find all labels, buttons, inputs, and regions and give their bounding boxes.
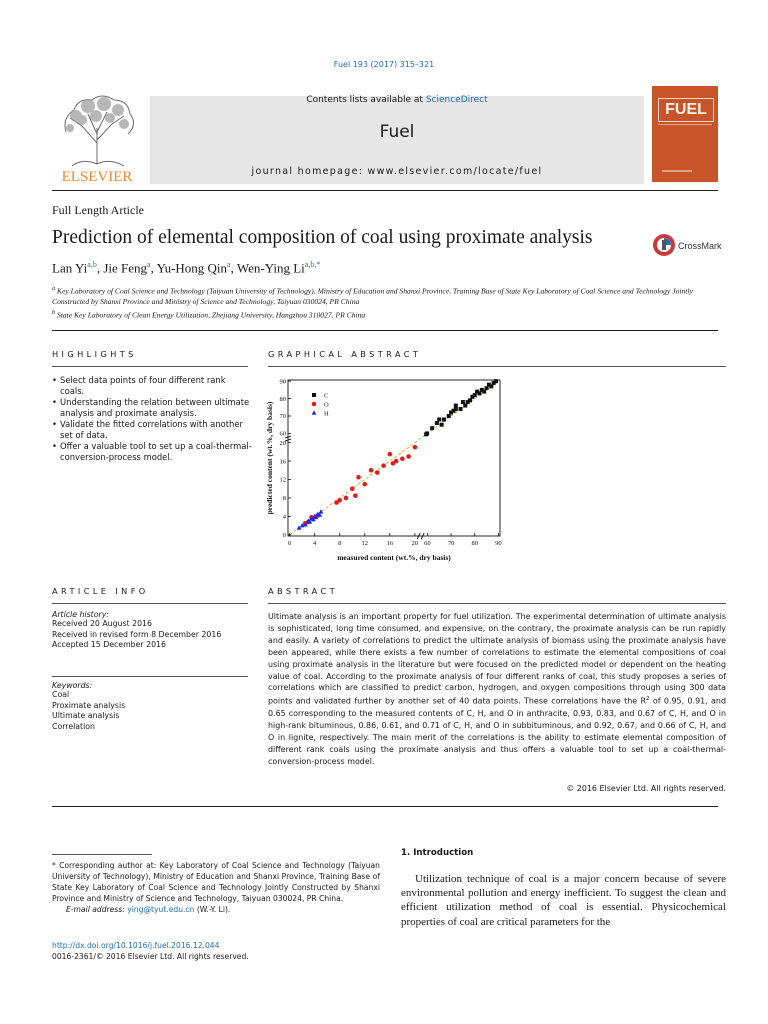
data-point-o: [400, 456, 405, 461]
contents-prefix: Contents lists available at: [306, 95, 426, 105]
affiliation-mark: a: [52, 286, 55, 292]
affiliations: [52, 284, 722, 321]
affiliation-a: [52, 284, 722, 308]
y-tick-label: 70: [279, 413, 286, 421]
keyword: Correlation: [52, 721, 95, 731]
journal-name: Fuel: [379, 122, 415, 142]
history-revised: Received in revised form 8 December 2016: [52, 629, 222, 639]
article-title: Prediction of elemental composition of coal using proximate analysis: [52, 227, 593, 248]
y-tick-label: 16: [279, 458, 286, 466]
data-point-o: [394, 459, 399, 464]
y-tick-label: 12: [279, 476, 286, 484]
highlights-heading: HIGHLIGHTS: [52, 349, 137, 359]
keyword: Coal: [52, 690, 70, 699]
introduction-text: Utilization technique of coal is a major concern because of severe environmental pollution and energy inefficient. To suggest the clean and efficient utilization method of coal is essential. Physicochemical properties of coal are critical parameters for the: [401, 873, 726, 928]
highlight-item: • Offer a valuable tool to set up a coal-thermal-conversion-process model.: [52, 441, 252, 463]
x-tick-label: 20: [411, 540, 419, 547]
abstract-heading: ABSTRACT: [268, 586, 339, 596]
email-suffix: (W.-Y. Li).: [194, 905, 231, 915]
y-tick-label: 0: [282, 532, 286, 540]
data-point-c: [489, 384, 493, 388]
x-tick-label: 90: [495, 540, 502, 547]
highlights-rule: [52, 366, 248, 367]
journal-homepage: [150, 166, 644, 177]
x-tick-label: 8: [338, 540, 342, 547]
cover-mark: [662, 170, 692, 172]
x-tick-label: 12: [361, 540, 369, 547]
legend-marker-o: [312, 402, 317, 407]
author-affiliation-mark[interactable]: a: [147, 260, 151, 269]
footnote-rule: [52, 854, 152, 855]
y-tick-label: 60: [279, 430, 286, 438]
highlights-list: [52, 375, 252, 463]
sciencedirect-link[interactable]: ScienceDirect: [425, 95, 488, 105]
y-tick-label: 8: [282, 495, 286, 503]
data-point-o: [350, 486, 355, 491]
corresponding-author-footnote: [52, 860, 380, 915]
header-rule: [52, 190, 718, 191]
history-accepted: Accepted 15 December 2016: [52, 640, 166, 649]
data-point-c: [485, 386, 489, 390]
title-rule: [52, 330, 718, 331]
data-point-c: [494, 379, 498, 383]
x-tick-label: 16: [386, 540, 394, 547]
y-axis-ticks: [280, 378, 292, 539]
x-tick-label: 4: [313, 540, 317, 547]
email-link[interactable]: ying@tyut.edu.cn: [127, 905, 195, 915]
data-point-o: [344, 496, 349, 501]
corresponding-text: * Corresponding author at: Key Laboratory of Coal Science and Technology (Taiyuan University of Technology), Ministry of Education and Shanxi Province, Training Base of State Key Laboratory of Coal Science and Technology Jointly Constructed by Shanxi Province and Ministry of Science and Technology, Taiyuan 030024, PR China.: [52, 861, 380, 904]
affiliation-mark: b: [52, 309, 55, 316]
data-point-c: [440, 423, 444, 427]
data-point-o: [406, 454, 411, 459]
x-tick-label: 0: [287, 540, 292, 547]
affiliation-text: State Key Laboratory of Clean Energy Utilization, Zhejiang University, Hangzhou 310027, PR China: [56, 310, 366, 320]
highlight-item: • Validate the fitted correlations with another set of data.: [52, 419, 252, 441]
keywords-label: Keywords:: [52, 681, 93, 690]
keyword: Ultimate analysis: [52, 711, 120, 720]
journal-cover-image[interactable]: [652, 86, 718, 182]
data-point-o: [353, 493, 358, 498]
data-point-o: [369, 468, 374, 473]
email-label: E-mail address:: [66, 905, 128, 915]
y-tick-label: 80: [279, 395, 286, 403]
cover-divider: [658, 124, 712, 125]
article-info-heading: ARTICLE INFO: [52, 586, 149, 596]
email-line: [52, 904, 380, 915]
abstract-text: [268, 611, 726, 767]
data-point-c: [461, 400, 465, 404]
y-tick-label: 4: [282, 513, 286, 521]
legend-marker-c: [312, 393, 316, 397]
highlight-item: • Select data points of four different rank coals.: [52, 375, 252, 397]
cover-title: FUEL: [658, 98, 714, 122]
data-point-o: [337, 498, 342, 503]
data-point-c: [477, 391, 481, 395]
data-point-o: [375, 470, 380, 475]
y-tick-label: 90: [279, 378, 286, 386]
data-point-c: [468, 398, 472, 402]
elsevier-tree-logo: [52, 88, 142, 184]
issn-line: 0016-2361/© 2016 Elsevier Ltd. All rights reserved.: [52, 952, 249, 962]
article-type: Full Length Article: [52, 203, 144, 217]
legend-marker-h: [312, 410, 317, 414]
x-axis-ticks: [288, 533, 502, 547]
y-tick-label: 20: [279, 439, 286, 447]
data-point-c: [473, 393, 477, 397]
abstract-copyright: © 2016 Elsevier Ltd. All rights reserved.: [566, 784, 726, 793]
data-point-c: [454, 407, 458, 411]
history-received: Received 20 August 2016: [52, 619, 152, 628]
author-name[interactable]: Jie Feng: [103, 260, 148, 276]
data-point-c: [482, 390, 486, 394]
r-squared-sup: 2: [646, 696, 650, 703]
author-affiliation-mark[interactable]: a,b: [87, 260, 97, 269]
data-point-o: [388, 452, 393, 457]
elsevier-wordmark: ELSEVIER: [61, 169, 133, 184]
data-point-c: [430, 426, 434, 430]
data-point-c: [463, 404, 467, 408]
abstract-part-1: Ultimate analysis is an important property for fuel utilization. The experimental determination of ultimate analysis is sophisticated, long time consumed, and expensive, on the contrary, the proximate analysis can be run rapidly and easily. A variety of correlations to predict the ultimate analysis of biomass using the proximate analysis have been appeared, while there exists a few number of correlations to estimate the elemental compositions of coal using proximate analysis in the literature but were focused on the predicted model or dependent on the heating value of coal. According to the proximate analysis of four different ranks of coal, this study proposes a series of correlations which are classified to predict carbon, hydrogen, and oxygen compositions through using 300 data points and validated further by another set of 40 data points. These correlations have the R: [268, 612, 726, 706]
chart-legend: [312, 392, 329, 417]
x-tick-label: 60: [424, 540, 431, 547]
contents-availability: [150, 95, 644, 105]
graphical-abstract-heading: GRAPHICAL ABSTRACT: [268, 349, 422, 359]
data-point-c: [425, 431, 429, 435]
affiliation-text: Key Laboratory of Coal Science and Technology (Taiyuan University of Technology), Ministry of Education and Shanxi Province, Training Base of State Key Laboratory of Coal Science and Technology Jointly Constructed by Shanxi Province and Ministry of Science and Technology, Taiyuan 030024, PR China: [52, 286, 693, 307]
affiliation-b: [52, 308, 722, 321]
data-point-h: [319, 509, 324, 513]
crossmark-icon[interactable]: [652, 232, 722, 258]
data-point-c: [459, 407, 463, 411]
abstract-part-2: of 0.95, 0.91, and 0.65 corresponding to the measured contents of C, H, and O in anthracite, 0.93, 0.83, and 0.67 of C, H, and O in high-rank bituminous, 0.86, 0.61, and 0.71 of C, H, and O in subbituminous, and 0.92, 0.67, and 0.66 of C, H, and O in lignite, respectively. The main merit of the correlations is the ability to estimate elemental composition of different rank coals using the proximate analysis and thus offers a valuable tool to set up a coal-thermal-conversion-process model.: [268, 696, 726, 766]
history-label: Article history:: [52, 610, 109, 619]
legend-label: O: [324, 401, 329, 409]
data-point-o: [413, 445, 418, 450]
author-name[interactable]: Wen-Ying Li: [236, 260, 305, 276]
article-history: [52, 610, 252, 651]
data-point-c: [435, 421, 439, 425]
data-point-c: [454, 404, 458, 408]
data-point-o: [381, 463, 386, 468]
keywords-block: [52, 681, 252, 732]
legend-label: H: [324, 410, 329, 418]
x-axis-label: measured content (wt.%, dry basis): [337, 553, 451, 562]
introduction-heading: 1. Introduction: [401, 848, 474, 858]
x-tick-label: 80: [471, 540, 478, 547]
crossmark-label: CrossMark: [678, 241, 722, 251]
author-name[interactable]: Lan Yi: [52, 260, 88, 276]
article-info-rule: [52, 603, 248, 604]
data-point-o: [362, 482, 367, 487]
y-axis-label: predicted content (wt.%, dry basis): [265, 401, 274, 515]
abstract-rule: [268, 603, 726, 604]
highlight-item: • Understanding the relation between ultimate analysis and proximate analysis.: [52, 397, 252, 419]
author-name[interactable]: Yu-Hong Qin: [156, 260, 228, 276]
graphical-abstract-rule: [268, 366, 726, 367]
author-affiliation-mark[interactable]: a,b,*: [304, 260, 321, 269]
data-point-c: [447, 414, 451, 418]
keywords-rule: [52, 676, 248, 677]
author-list: Lan Yi$^{a,b}$, Jie Feng$^a$, Yu-Hong Qin$^a$, Wen-Ying $Li^{a,b,*}$: [52, 260, 321, 276]
data-point-o: [356, 475, 361, 480]
homepage-prefix: journal homepage:: [251, 166, 368, 177]
legend-label: C: [324, 392, 329, 400]
homepage-url[interactable]: www.elsevier.com/locate/fuel: [367, 166, 543, 177]
x-tick-label: 70: [447, 540, 455, 547]
journal-citation[interactable]: Fuel 193 (2017) 315–321: [333, 60, 435, 69]
doi-block: [52, 940, 249, 963]
data-point-c: [442, 417, 446, 421]
author-affiliation-mark[interactable]: a: [227, 260, 231, 269]
keyword: Proximate analysis: [52, 700, 126, 710]
doi-link[interactable]: http://dx.doi.org/10.1016/j.fuel.2016.12.044: [52, 941, 220, 950]
abstract-bottom-rule: [52, 806, 718, 807]
data-point-c: [437, 417, 441, 421]
graphical-abstract-chart: [262, 370, 518, 568]
